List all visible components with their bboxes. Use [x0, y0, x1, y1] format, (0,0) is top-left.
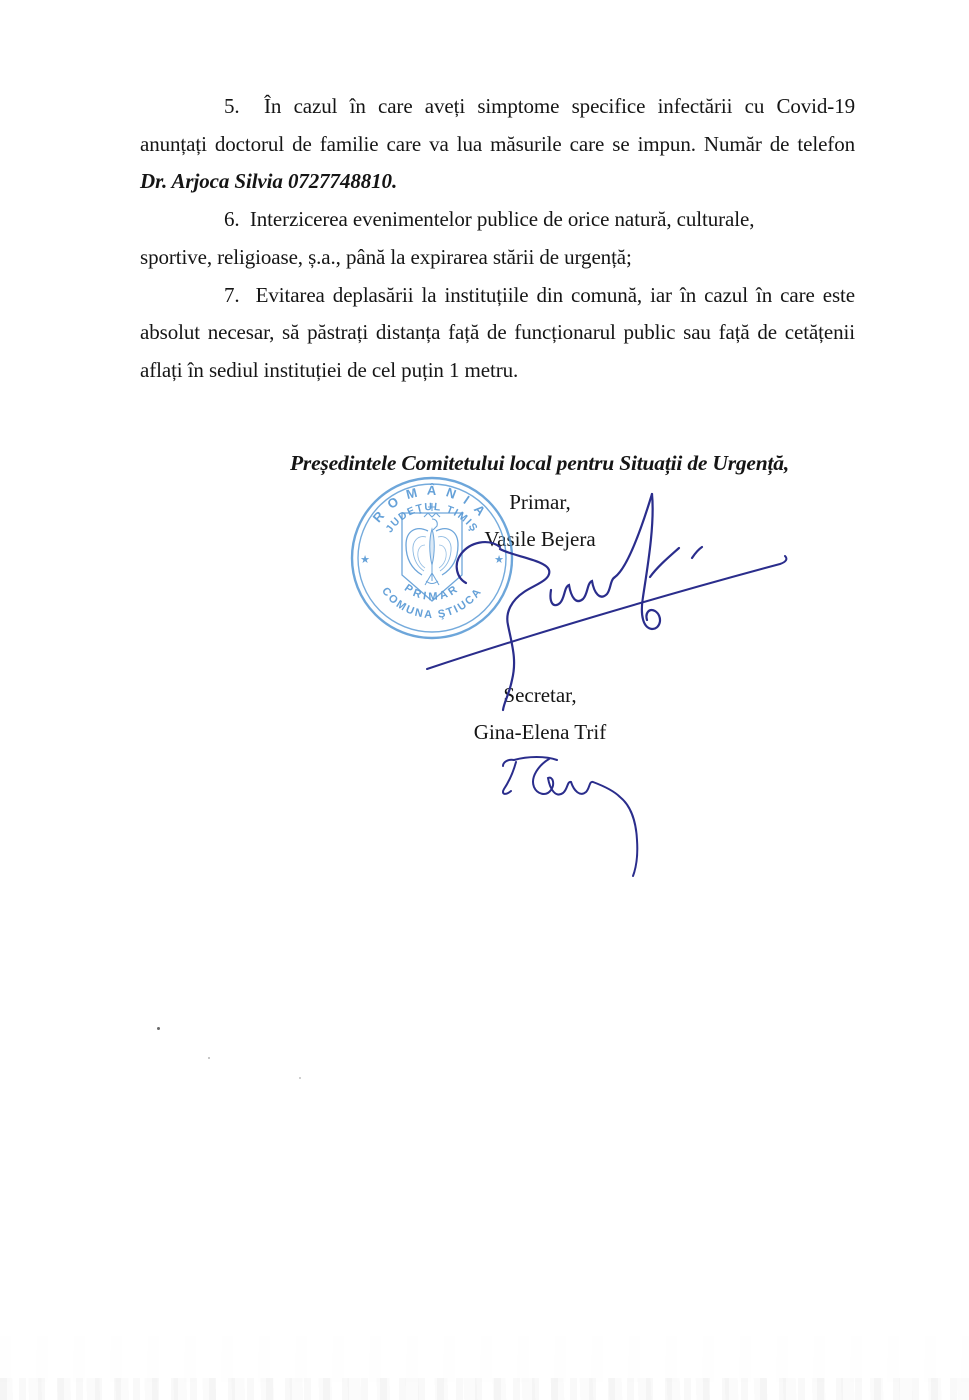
body-line: aflați în sediul instituției de cel puțin 1 metru.: [140, 357, 519, 382]
document-body: [140, 88, 855, 390]
body-line: 6. Interzicerea evenimentelor publice de orice natură, culturale,: [224, 207, 755, 232]
primar-label: Primar,: [509, 490, 571, 514]
body-line: anunțați doctorul de familie care va lua măsurile care se impun. Număr de telefon: [140, 131, 855, 156]
body-line: 5. În cazul în care aveți simptome specifice infectării cu Covid-19: [224, 94, 855, 118]
closing-title: Președintele Comitetului local pentru Situații de Urgență,: [289, 451, 790, 475]
stamp-commune-text: COMUNA ŞTIUCA: [379, 585, 485, 622]
secretar-label: Secretar,: [503, 683, 577, 707]
stamp-county-text: JUDEŢUL TIMIŞ: [383, 500, 481, 535]
scan-speck: [299, 1077, 301, 1079]
stamp-country-text: ROMÂNIA: [369, 482, 495, 526]
primar-signature: [398, 478, 800, 718]
secretar-signature: [480, 740, 660, 890]
scanner-noise-band: [0, 1378, 969, 1400]
body-line: 7. Evitarea deplasării la instituțiile din comună, iar în cazul în care este: [224, 282, 855, 307]
primar-name: Vasile Bejera: [484, 527, 596, 551]
stamp-office-text: PRIMAR: [402, 582, 462, 604]
stamp-star-left-icon: ★: [360, 554, 370, 566]
scanner-noise-band: [0, 1336, 969, 1382]
scan-speck: [157, 1027, 160, 1030]
body-line: absolut necesar, să păstrați distanța față de funcționarul public sau față de cetățenii: [140, 320, 855, 345]
doctor-phone-line: Dr. Arjoca Silvia 0727748810.: [140, 169, 398, 194]
stamp-star-right-icon: ★: [494, 554, 504, 566]
secretar-name: Gina-Elena Trif: [473, 720, 607, 744]
body-line: sportive, religioase, ș.a., până la expirarea stării de urgență;: [140, 244, 632, 269]
scan-speck: [208, 1057, 210, 1059]
